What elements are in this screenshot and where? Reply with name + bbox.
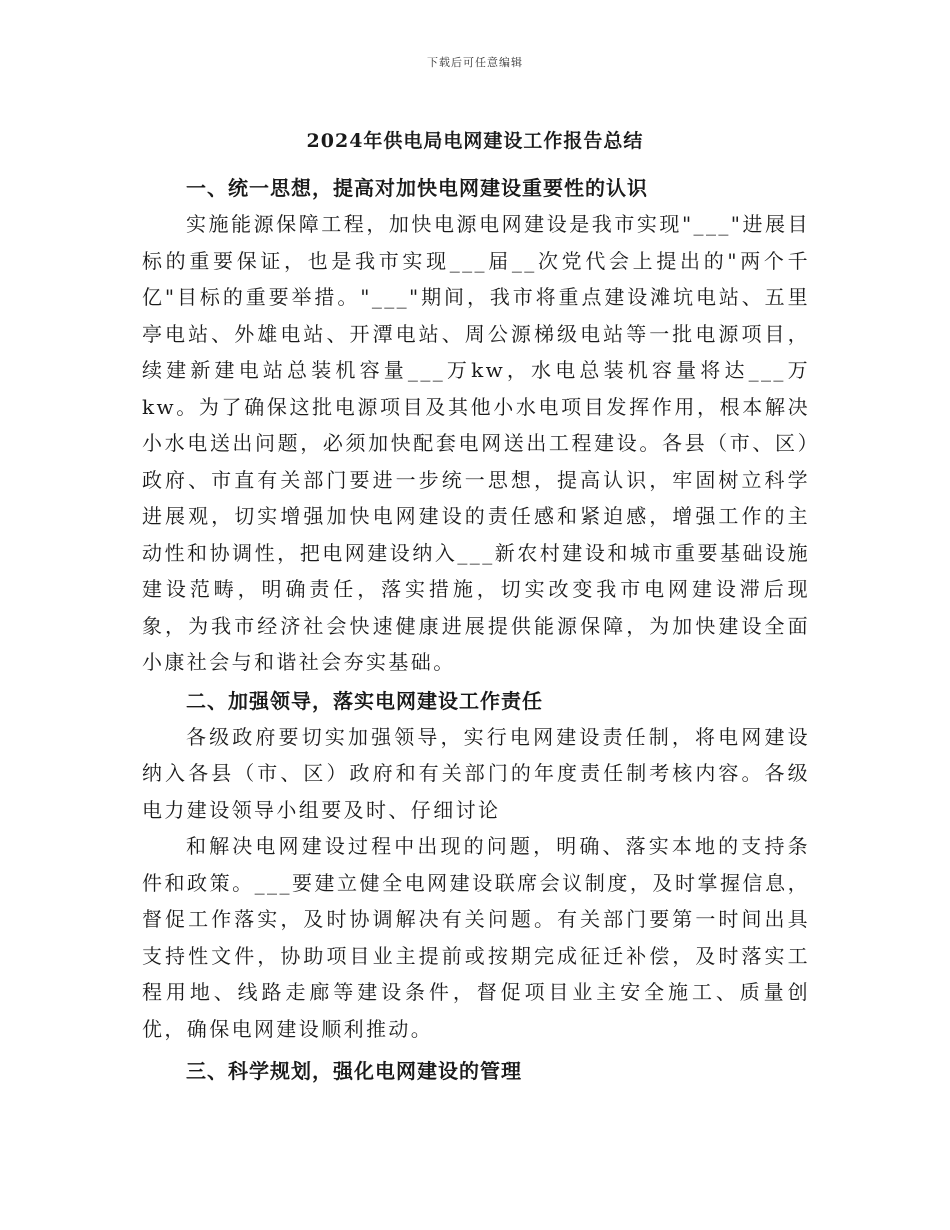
page-header-note: 下载后可任意编辑 xyxy=(427,56,523,69)
section-2-paragraph-2: 和解决电网建设过程中出现的问题，明确、落实本地的支持条件和政策。___要建立健全电网建设联席会议制度，及时掌握信息，督促工作落实，及时协调解决有关问题。有关部门要第一时间出具支持性文件，协助项目业主提前或按期完成征迁补偿，及时落实工程用地、线路走廊等建设条件，督促项目业主安全施工、质量创优，确保电网建设顺利推动。 xyxy=(142,834,810,1041)
document-title: 2024年供电局电网建设工作报告总结 xyxy=(306,130,644,152)
section-heading-3: 三、科学规划，强化电网建设的管理 xyxy=(186,1059,522,1083)
section-heading-2: 二、加强领导，落实电网建设工作责任 xyxy=(186,688,543,713)
section-2-paragraph-1: 各级政府要切实加强领导，实行电网建设责任制，将电网建设纳入各县（市、区）政府和有关部门的年度责任制考核内容。各级电力建设领导小组要及时、仔细讨论 xyxy=(142,724,810,822)
document-body xyxy=(142,170,810,1089)
section-1-paragraph-1: 实施能源保障工程，加快电源电网建设是我市实现"___"进展目标的重要保证，也是我市实现___届__次党代会上提出的"两个千亿"目标的重要举措。"___"期间，我市将重点建设滩坑电站、五里亭电站、外雄电站、开潭电站、周公源梯级电站等一批电源项目，续建新建电站总装机容量___万kw，水电总装机容量将达___万kw。为了确保这批电源项目及其他小水电项目发挥作用，根本解决小水电送出问题，必须加快配套电网送出工程建设。各县（市、区）政府、市直有关部门要进一步统一思想，提高认识，牢固树立科学进展观，切实增强加快电网建设的责任感和紧迫感，增强工作的主动性和协调性，把电网建设纳入___新农村建设和城市重要基础设施建设范畴，明确责任，落实措施，切实改变我市电网建设滞后现象，为我市经济社会快速健康进展提供能源保障，为加快建设全面小康社会与和谐社会夯实基础。 xyxy=(142,212,810,674)
section-heading-1: 一、统一思想，提高对加快电网建设重要性的认识 xyxy=(186,176,648,200)
